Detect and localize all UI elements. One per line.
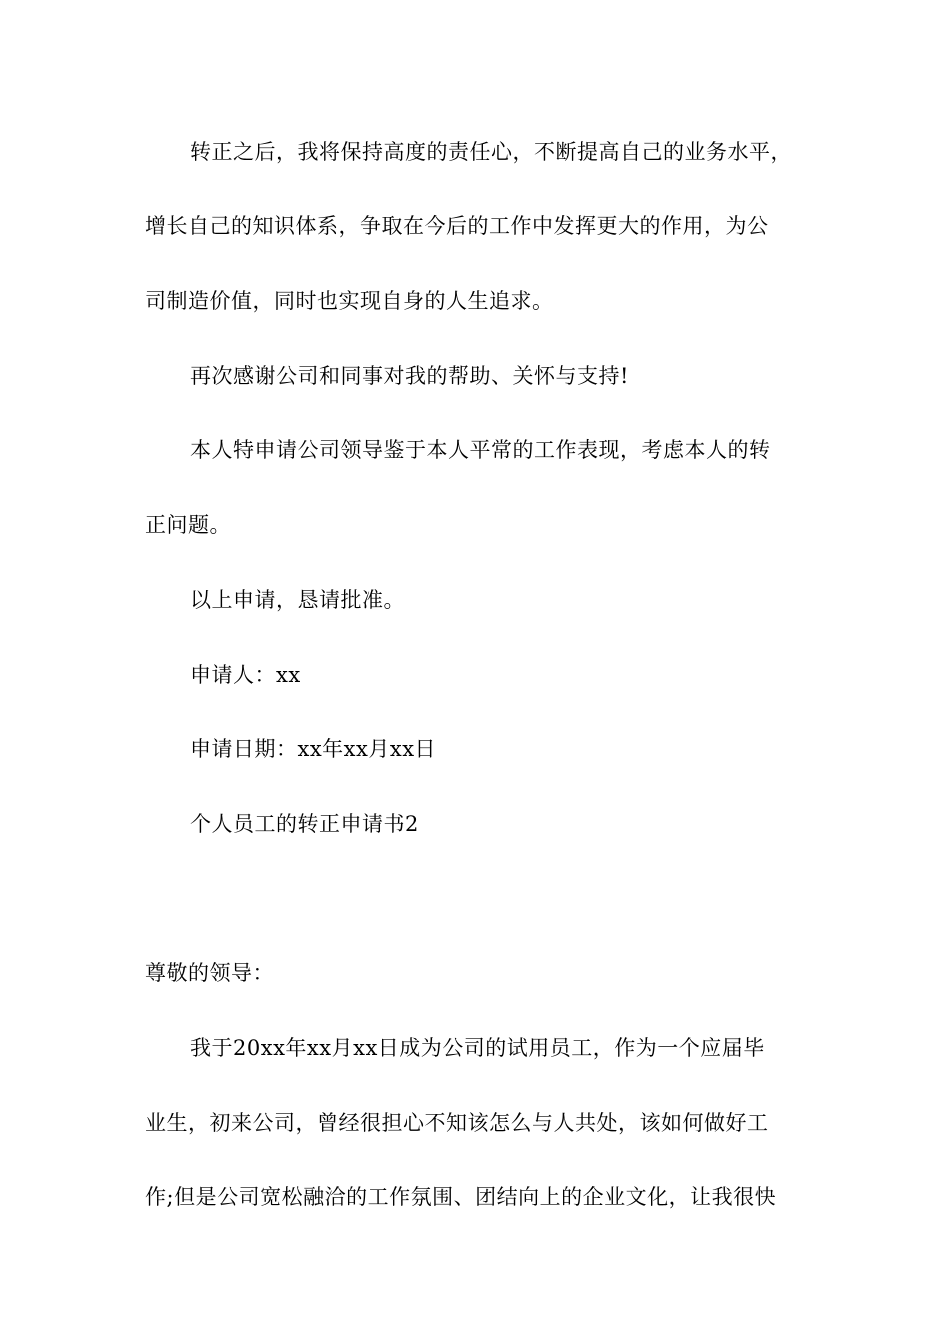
paragraph-line: 业生，初来公司，曾经很担心不知该怎么与人共处，该如何做好工 <box>145 1111 769 1135</box>
paragraph-line: 再次感谢公司和同事对我的帮助、关怀与支持! <box>190 364 629 388</box>
paragraph-line: 本人特申请公司领导鉴于本人平常的工作表现，考虑本人的转 <box>190 438 771 462</box>
paragraph-line: 司制造价值，同时也实现自身的人生追求。 <box>145 289 554 313</box>
applicant-line: 申请人：xx <box>190 663 301 687</box>
paragraph-line: 转正之后，我将保持高度的责任心，不断提高自己的业务水平， <box>190 140 792 164</box>
paragraph-line: 我于20xx年xx月xx日成为公司的试用员工，作为一个应届毕 <box>190 1036 765 1060</box>
section-title: 个人员工的转正申请书2 <box>190 812 419 836</box>
application-date-line: 申请日期：xx年xx月xx日 <box>190 737 437 761</box>
paragraph-line: 正问题。 <box>145 513 231 537</box>
paragraph-line: 增长自己的知识体系，争取在今后的工作中发挥更大的作用，为公 <box>145 214 769 238</box>
salutation: 尊敬的领导： <box>145 961 274 985</box>
paragraph-line: 作;但是公司宽松融洽的工作氛围、团结向上的企业文化，让我很快 <box>145 1185 777 1209</box>
paragraph-line: 以上申请，恳请批准。 <box>190 588 405 612</box>
